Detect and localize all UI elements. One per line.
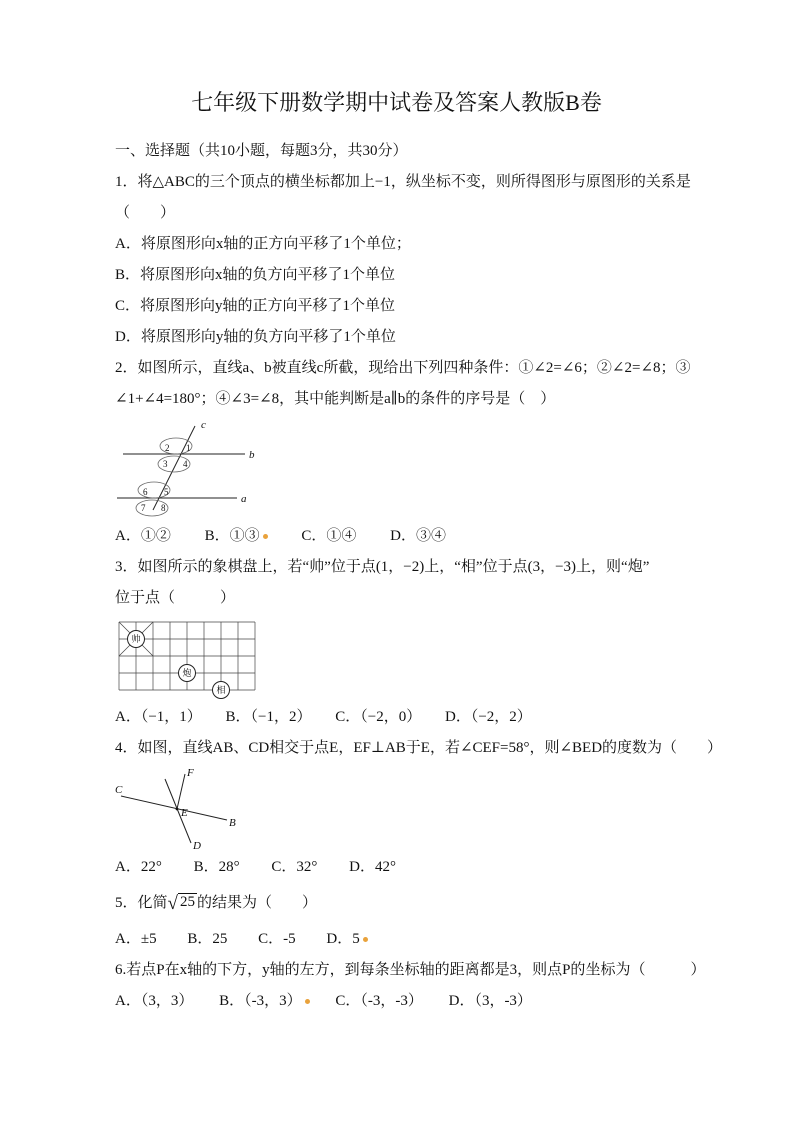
question-4-options	[115, 852, 678, 883]
question-1-option-b: B．将原图形向x轴的负方向平移了1个单位	[115, 267, 396, 283]
line-a-label: a	[241, 493, 247, 505]
angle-label: 2	[165, 443, 170, 453]
line-b-label: b	[249, 449, 255, 461]
line-c-label: c	[201, 419, 206, 431]
question-3-text-line2: 位于点（ ）	[115, 590, 236, 606]
point-f-label: F	[187, 767, 194, 779]
question-4-text: 4．如图，直线AB、CD相交于点E，EF⊥AB于E，若∠CEF=58°，则∠BED的度数为（ ）	[115, 740, 723, 756]
chess-piece-shuai	[128, 631, 145, 648]
question-2-text-line2: ∠1+∠4=180°；④∠3=∠8，其中能判断是a∥b的条件的序号是（ ）	[115, 391, 556, 407]
question-2-option-b: B．①③	[204, 528, 260, 544]
question-5	[115, 883, 678, 955]
chess-piece-xiang	[213, 682, 230, 699]
point-e-label: E	[181, 807, 188, 819]
question-3-option-d: D．（−2，2）	[444, 709, 532, 725]
question-1	[115, 167, 691, 353]
question-5-option-a: A．±5	[115, 931, 157, 947]
question-2-options	[115, 521, 678, 552]
chessboard-figure	[115, 618, 275, 700]
question-3-text-line1: 3．如图所示的象棋盘上，若“帅”位于点(1，−2)上，“相”位于点(3，−3)上，则“炮”	[115, 559, 650, 575]
angle-label: 6	[143, 487, 148, 497]
radicand: 25	[179, 894, 195, 910]
question-2-option-c: C．①④	[301, 528, 357, 544]
question-5-option-b: B．25	[187, 931, 228, 947]
question-2-option-d: D．③④	[390, 528, 446, 544]
point-e	[176, 808, 179, 811]
radical-expression	[167, 893, 197, 914]
parallel-lines-figure	[115, 418, 290, 518]
question-5-option-c: C．-5	[258, 931, 296, 947]
page-title: 七年级下册数学期中试卷及答案人教版B卷	[191, 90, 602, 115]
stray-mark-dot	[263, 534, 268, 539]
question-4	[115, 733, 723, 883]
question-5-text-prefix: 5．化简	[115, 895, 168, 911]
question-6-options	[115, 986, 678, 1017]
chess-piece-pao	[179, 665, 196, 682]
stray-mark-dot	[363, 937, 368, 942]
question-1-answer-blank: （ ）	[115, 205, 176, 221]
question-5-options	[115, 924, 678, 955]
question-1-text: 1．将△ABC的三个顶点的横坐标都加上−1，纵坐标不变，则所得图形与原图形的关系是	[115, 174, 691, 190]
angle-label: 5	[164, 487, 169, 497]
question-6-option-b-wrap	[219, 986, 310, 1017]
question-6	[115, 955, 706, 1017]
question-2	[115, 353, 691, 552]
section-header: 一、选择题（共10小题，每题3分，共30分）	[115, 143, 408, 159]
question-6-option-a: A．（3，3）	[115, 993, 194, 1009]
question-5-text-suffix: 的结果为（ ）	[196, 895, 317, 911]
angle-label: 4	[183, 459, 188, 469]
question-3-option-a: A．（−1，1）	[115, 709, 202, 725]
question-1-option-d: D．将原图形向y轴的负方向平移了1个单位	[115, 329, 396, 345]
point-d-label: D	[193, 840, 201, 850]
piece-label: 帅	[131, 634, 141, 644]
question-1-option-a: A．将原图形向x轴的正方向平移了1个单位；	[115, 236, 411, 252]
intersecting-lines-figure	[115, 766, 240, 850]
angle-label: 3	[163, 459, 168, 469]
piece-label: 炮	[182, 668, 192, 678]
piece-label: 相	[216, 685, 226, 695]
question-3-option-b: B．（−1，2）	[225, 709, 312, 725]
question-5-option-d: D．5	[326, 931, 360, 947]
question-2-text-line1: 2．如图所示，直线a、b被直线c所截，现给出下列四种条件：①∠2=∠6；②∠2=∠8；③	[115, 360, 691, 376]
radical-sign: √	[167, 893, 178, 914]
stray-mark-dot	[305, 999, 310, 1004]
angle-label: 7	[141, 503, 146, 513]
question-5-option-d-wrap	[326, 924, 367, 955]
question-6-option-c: C．（-3，-3）	[335, 993, 423, 1009]
question-2-option-a: A．①②	[115, 528, 171, 544]
question-1-option-c: C．将原图形向y轴的正方向平移了1个单位	[115, 298, 396, 314]
ray-ef	[177, 774, 185, 809]
question-3	[115, 552, 678, 733]
question-6-text: 6.若点P在x轴的下方，y轴的左方，到每条坐标轴的距离都是3，则点P的坐标为（ ）	[115, 962, 706, 978]
question-4-option-b: B．28°	[193, 859, 240, 875]
question-4-option-d: D．42°	[349, 859, 396, 875]
point-b-label: B	[229, 817, 236, 829]
angle-label: 1	[186, 443, 191, 453]
question-2-option-b-wrap	[205, 521, 268, 552]
question-6-option-d: D．（3，-3）	[448, 993, 532, 1009]
question-3-options	[115, 702, 678, 733]
question-4-option-a: A．22°	[115, 859, 162, 875]
line-cb	[121, 796, 227, 820]
question-4-option-c: C．32°	[271, 859, 318, 875]
question-5-text	[115, 883, 678, 924]
question-3-option-c: C．（−2，0）	[335, 709, 422, 725]
question-6-option-b: B．（-3，3）	[219, 993, 302, 1009]
angle-label: 8	[161, 503, 166, 513]
point-c-label: C	[115, 784, 123, 796]
